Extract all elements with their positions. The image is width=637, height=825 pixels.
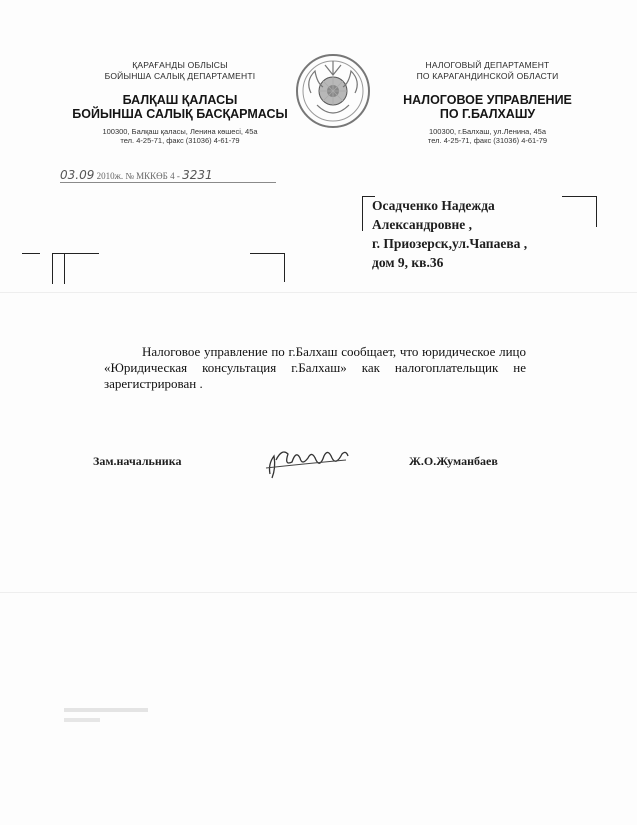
right-letterhead xyxy=(385,60,590,145)
right-org-line2: ПО КАРАГАНДИНСКОЙ ОБЛАСТИ xyxy=(416,70,559,81)
recipient-line3: г. Приозерск,ул.Чапаева , xyxy=(372,236,528,251)
left-faded-line xyxy=(70,145,290,153)
left-org-line2: БОЙЫНША САЛЫҚ ДЕПАРТАМЕНТІ xyxy=(104,70,256,81)
recipient-line2: Александровне , xyxy=(372,217,473,232)
reference-underline xyxy=(60,182,276,183)
left-title xyxy=(70,93,290,121)
recipient-address xyxy=(372,196,592,272)
letter-body xyxy=(104,344,526,392)
body-paragraph: Налоговое управление по г.Балхаш сообщает, что юридическое лицо «Юридическая консультация г.Балхаш» как налогоплательщик не зарегистрирован . xyxy=(104,344,526,391)
fold-line xyxy=(0,292,637,293)
faded-footer xyxy=(64,708,148,722)
left-address xyxy=(70,127,290,145)
fold-mark xyxy=(22,253,40,254)
left-title-line1: БАЛҚАШ ҚАЛАСЫ xyxy=(122,93,238,107)
reference-date: 03.09 xyxy=(60,168,95,182)
right-address xyxy=(385,127,590,145)
faded-footer-line xyxy=(64,718,100,722)
left-org-line1: ҚАРАҒАНДЫ ОБЛЫСЫ xyxy=(132,60,228,70)
reference-printed: 2010ж. № МККӨБ 4 - xyxy=(96,171,180,181)
left-title-line2: БОЙЫНША САЛЫҚ БАСҚАРМАСЫ xyxy=(72,107,288,121)
signatory-position: Зам.начальника xyxy=(93,454,182,468)
right-address-line1: 100300, г.Балхаш, ул.Ленина, 45а xyxy=(428,127,547,136)
right-address-line2: тел. 4-25-71, факс (31036) 4-61-79 xyxy=(427,136,548,145)
fold-mark xyxy=(250,253,285,282)
handwritten-signature-icon xyxy=(262,440,352,480)
state-emblem-icon xyxy=(295,53,371,129)
fold-line xyxy=(0,592,637,593)
reference-number: 3231 xyxy=(182,168,213,182)
left-address-line2: тел. 4-25-71, факс (31036) 4-61-79 xyxy=(120,136,240,145)
signatory-name: Ж.О.Жуманбаев xyxy=(409,454,498,468)
left-address-line1: 100300, Балқаш қаласы, Ленина көшесі, 45а xyxy=(102,127,258,136)
right-title-line1: НАЛОГОВОЕ УПРАВЛЕНИЕ xyxy=(403,93,572,107)
right-title xyxy=(385,93,590,121)
fold-mark xyxy=(64,253,99,284)
recipient-line4: дом 9, кв.36 xyxy=(372,255,444,270)
recipient-line1: Осадченко Надежда xyxy=(372,198,495,213)
left-letterhead xyxy=(70,60,290,153)
faded-footer-line xyxy=(64,708,148,712)
reference-line xyxy=(60,168,213,182)
right-org-line1: НАЛОГОВЫЙ ДЕПАРТАМЕНТ xyxy=(425,60,550,70)
right-title-line2: ПО Г.БАЛХАШУ xyxy=(439,107,536,121)
